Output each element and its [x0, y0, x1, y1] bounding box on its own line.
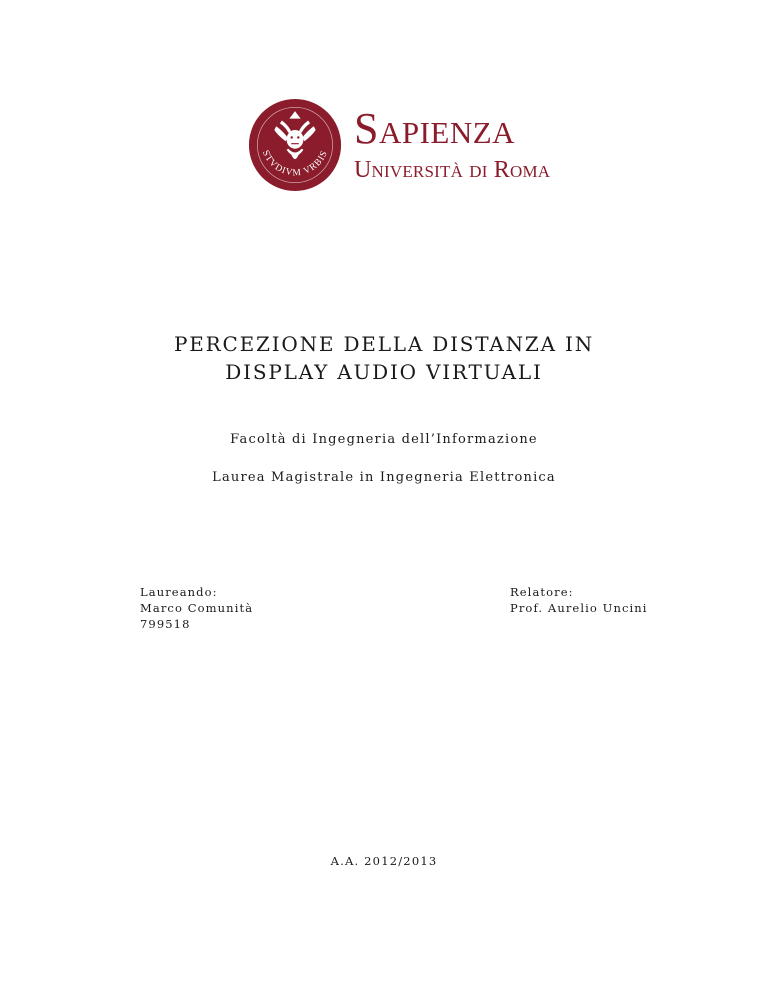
candidate-id: 799518	[140, 617, 191, 631]
supervisor-block	[510, 584, 648, 616]
supervisor-label: Relatore:	[510, 585, 574, 599]
candidate-name: Marco Comunità	[140, 601, 254, 615]
candidate-label: Laureando:	[140, 585, 218, 599]
university-name: Sapienza	[354, 104, 516, 153]
thesis-title-line1: PERCEZIONE DELLA DISTANZA IN	[174, 332, 594, 356]
seal-motto: STVDIVM VRBIS	[259, 149, 331, 179]
supervisor-name: Prof. Aurelio Uncini	[510, 601, 648, 615]
university-logo	[248, 98, 568, 194]
university-subtitle: Università di Roma	[354, 157, 551, 183]
candidate-block	[140, 584, 253, 632]
thesis-title	[0, 330, 768, 386]
wordmark	[354, 104, 550, 184]
degree-course: Laurea Magistrale in Ingegneria Elettronica	[212, 470, 556, 485]
sapienza-seal-icon	[248, 98, 342, 192]
thesis-title-line2: DISPLAY AUDIO VIRTUALI	[225, 360, 543, 384]
faculty: Facoltà di Ingegneria dell’Informazione	[230, 432, 538, 447]
academic-year: A.A. 2012/2013	[330, 854, 438, 868]
